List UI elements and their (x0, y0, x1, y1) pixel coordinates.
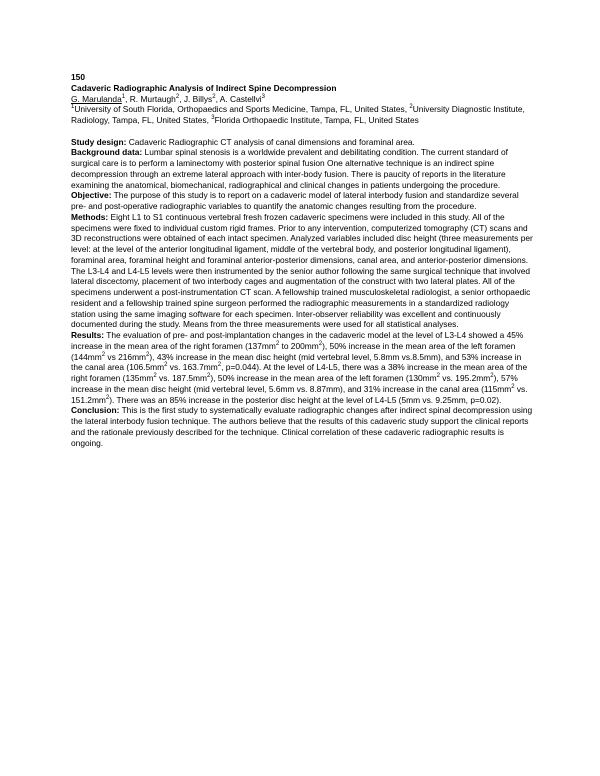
results-fragment: ), 50% increase in the mean area of the left foramen (144mm (71, 340, 516, 362)
section-label: Background data: (71, 147, 143, 158)
author-affiliation-mark: 3 (261, 93, 266, 100)
superscript: 2 (318, 340, 323, 347)
author-list: G. Marulanda$^1$, R. Murtaugh$^2$, J. Billys$^2$, A. Castellvi$^3$ (71, 93, 266, 104)
author-name: A. Castellvi (219, 93, 262, 104)
affiliation-text: University Diagnostic Institute, Radiology, Tampa, FL, United States, (71, 104, 525, 125)
superscript: 2 (153, 373, 157, 380)
superscript: 2 (207, 373, 211, 380)
results-fragment: ), 43% increase in the mean disc height (mid vertebral level, 5.8mm vs.8.5mm), and 53% increase in the canal area (106.5mm (71, 351, 522, 373)
results-fragment: vs 216mm (105, 351, 147, 362)
conclusion-text: This is the first study to systematically evaluate radiographic changes after indirect spinal decompression using the lateral interbody fusion technique. The authors believe that the results of this cadaveric study support the clinical reports and the rationale previously described for the technique. Clinical correlation of these cadaveric radiographic results is ongoing. (71, 405, 533, 448)
results-fragment: The evaluation of pre- and post-implantation changes in the cadaveric model at the level of L3-L4 showed a 45% increase in the mean area of the right foramen (137mm (71, 330, 524, 351)
superscript: 2 (146, 351, 150, 358)
abstract-page (71, 72, 533, 448)
results-label: Results: (71, 330, 105, 340)
section-text: The purpose of this study is to report on a cadaveric model of lateral interbody fusion and standardize several pre- and post-operative radiographic variables to quantify the anatomic changes resulting from the procedure. (71, 190, 519, 211)
superscript: 2 (490, 373, 494, 380)
superscript: 2 (511, 383, 515, 390)
superscript: 2 (275, 340, 280, 347)
affiliation-text: University of South Florida, Orthopaedics and Sports Medicine, Tampa, FL, United States, (74, 104, 410, 115)
results-fragment: vs. 195.2mm (439, 373, 491, 383)
affiliation-mark: 2 (409, 104, 413, 111)
conclusion-label: Conclusion: (71, 405, 120, 416)
section-label: Methods: (71, 211, 109, 222)
affiliation-mark: 3 (211, 115, 215, 122)
results-fragment: to 200mm (279, 340, 319, 351)
superscript: 2 (105, 394, 110, 401)
results-fragment: vs. 163.7mm (167, 362, 218, 373)
author-name: R. Murtaugh (129, 93, 176, 104)
abstract-section (71, 147, 533, 190)
abstract-section (71, 190, 533, 212)
section-text: Cadaveric Radiographic CT analysis of canal dimensions and foraminal area. (126, 136, 415, 147)
author-name: J. Billys (183, 93, 213, 104)
abstract-body (71, 137, 533, 331)
superscript: 2 (436, 373, 440, 380)
results-section (71, 330, 533, 405)
abstract-number: 150 (71, 72, 85, 82)
results-text (71, 330, 528, 405)
results-fragment: ). There was an 85% increase in the posterior disc height at the level of L4-L5 (5mm vs. 9.25mm, p=0.02). (109, 394, 502, 405)
conclusion-section (71, 405, 533, 448)
superscript: 2 (217, 362, 222, 369)
author-affiliation-mark: 2 (175, 93, 180, 100)
results-fragment: vs. 151.2mm (71, 383, 528, 405)
section-label: Study design: (71, 136, 127, 147)
results-fragment: vs. 187.5mm (156, 373, 208, 383)
results-fragment: , p=0.044). At the level of L4-L5, there was a 38% increase in the mean area of the right foramen (135mm (71, 362, 528, 383)
results-fragment: ), 57% increase in the mean disc height (mid vertebral level, 5.6mm vs. 8.87mm), and 31% increase in the canal area (115mm (71, 373, 518, 394)
section-label: Objective: (71, 190, 112, 201)
affiliation-mark: 1 (71, 104, 75, 111)
author-affiliation-mark: 1 (121, 93, 126, 100)
abstract-section (71, 212, 533, 330)
superscript: 2 (164, 362, 168, 369)
section-text: Eight L1 to S1 continuous vertebral fresh frozen cadaveric specimens were included in this study. All of the specimens were fixed to individual custom rigid frames. Prior to any intervention, computerized tomography (CT) scans and 3D reconstructions were obtained of each intact specimen. Analyzed variables included disc height (three measurements per level: at the level of the anterior longitudinal ligament, middle of the vertebral body, and posterior longitudinal ligament), foraminal area, foraminal height and foraminal anterior-posterior dimensions, canal area, and anterior-posterior dimensions. The L3-L4 and L4-L5 levels were then instrumented by the senior author following the same surgical technique that involved lateral discectomy, placement of two interbody cages and augmentation of the construct with two lateral plates. All of the specimens underwent a post-instrumentation CT scan. A fellowship trained musculoskeletal radiologist, a senior orthopaedic resident and a fellowship trained spine surgeon performed the radiographic measurements in a standardized radiology station using the same imaging software for each specimen. Inter-observer reliability was excellent and continuously documented during the study. Means from the three measurements were used for all statistical analyses. (71, 211, 533, 330)
abstract-section (71, 137, 533, 148)
results-fragment: ), 50% increase in the mean area of the left foramen (130mm (210, 373, 437, 383)
abstract-title: Cadaveric Radiographic Analysis of Indirect Spine Decompression (71, 82, 337, 93)
superscript: 2 (101, 351, 106, 358)
author-affiliation-mark: 2 (212, 93, 216, 100)
affiliation-text: Florida Orthopaedic Institute, Tampa, FL, United States (214, 115, 419, 125)
section-text: Lumbar spinal stenosis is a worldwide prevalent and debilitating condition. The current standard of surgical care is to perform a laminectomy with posterior spinal fusion One alternative technique is an indirect spine decompression through an extreme lateral approach with inter-body fusion. There is paucity of reports in the literature examining the anatomical, biomechanical, radiographical and clinical changes in patients undergoing the procedure. (71, 147, 508, 190)
author-name: G. Marulanda (71, 93, 122, 104)
affiliation-list (71, 104, 533, 126)
